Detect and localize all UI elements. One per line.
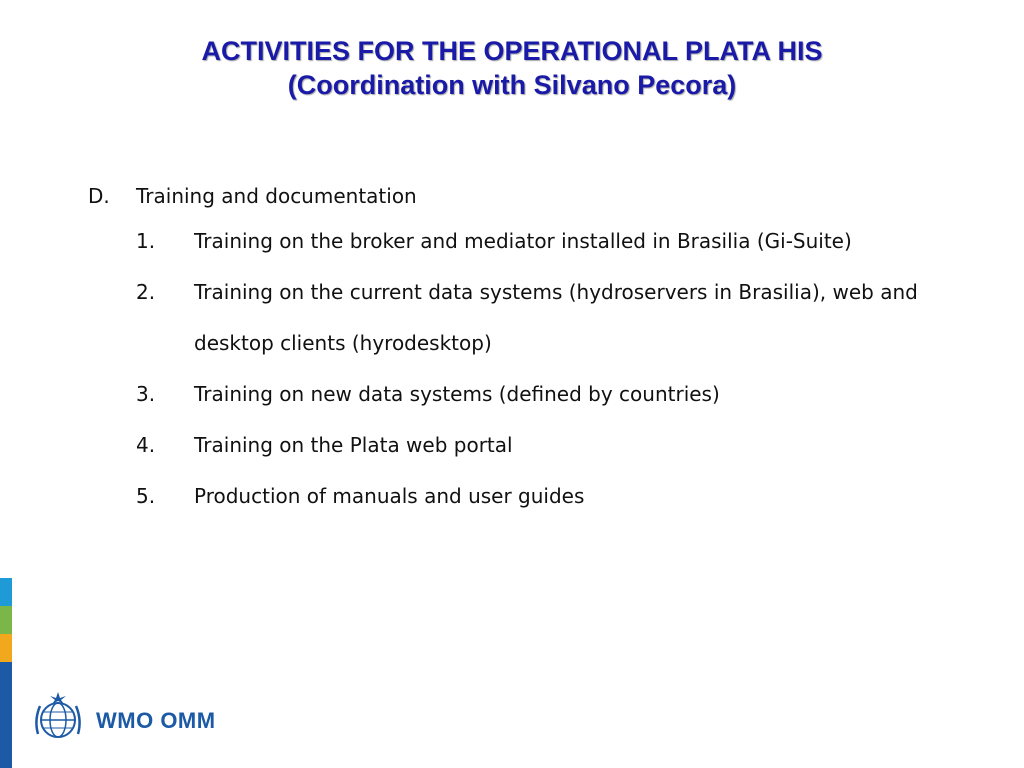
list-item-number: 4. bbox=[136, 433, 156, 457]
list-item-number: 2. bbox=[136, 280, 156, 304]
section-marker: D. bbox=[88, 184, 110, 208]
section-heading bbox=[88, 176, 988, 216]
list-item-text: Production of manuals and user guides bbox=[194, 484, 585, 508]
brand-stripe-navy bbox=[0, 662, 12, 768]
list-item-number: 5. bbox=[136, 484, 156, 508]
list-item bbox=[136, 267, 988, 369]
list-item-number: 3. bbox=[136, 382, 156, 406]
training-list bbox=[88, 216, 988, 522]
wmo-emblem-icon bbox=[30, 690, 86, 751]
slide-title bbox=[0, 34, 1024, 102]
wmo-logo-text: WMO OMM bbox=[96, 707, 216, 733]
list-item-text: Training on new data systems (defined by countries) bbox=[194, 382, 720, 406]
slide-body bbox=[88, 176, 988, 522]
list-item bbox=[136, 420, 988, 471]
slide-title-line2: (Coordination with Silvano Pecora) bbox=[287, 70, 737, 100]
wmo-logo bbox=[30, 690, 216, 751]
list-item-text: Training on the Plata web portal bbox=[194, 433, 513, 457]
list-item bbox=[136, 369, 988, 420]
list-item-number: 1. bbox=[136, 229, 156, 253]
brand-stripe-blue bbox=[0, 578, 12, 606]
brand-stripe-orange bbox=[0, 634, 12, 662]
slide-title-line1: ACTIVITIES FOR THE OPERATIONAL PLATA HIS bbox=[201, 36, 823, 66]
list-item-text: Training on the broker and mediator installed in Brasilia (Gi-Suite) bbox=[194, 229, 852, 253]
brand-stripe-green bbox=[0, 606, 12, 634]
list-item bbox=[136, 216, 988, 267]
section-label: Training and documentation bbox=[136, 184, 417, 208]
list-item bbox=[136, 471, 988, 522]
list-item-text: Training on the current data systems (hydroservers in Brasilia), web and desktop clients (hyrodesktop) bbox=[194, 280, 918, 355]
